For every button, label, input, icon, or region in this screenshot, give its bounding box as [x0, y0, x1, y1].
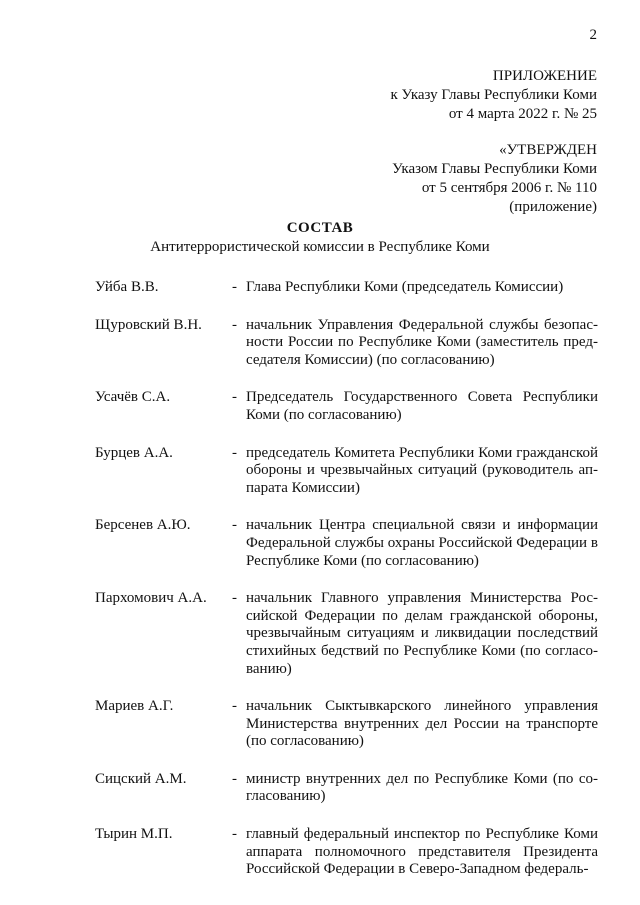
member-name: Мариев А.Г. — [95, 698, 174, 715]
member-role-line: Министерства внутренних дел России на транспорте — [246, 715, 598, 732]
document-subtitle: Антитеррористической комиссии в Республике Коми — [150, 239, 490, 255]
member-dash: - — [232, 590, 237, 607]
member-role-line: стихийных бедствий по Республике Коми (по согласо- — [246, 642, 598, 659]
member-dash: - — [232, 826, 237, 843]
member-row — [95, 698, 598, 751]
member-role — [246, 590, 598, 678]
member-dash: - — [232, 389, 237, 406]
approved-line: (приложение) — [509, 199, 597, 215]
appendix-line: к Указу Главы Республики Коми — [390, 87, 597, 103]
member-role — [246, 698, 598, 751]
member-role-line: главный федеральный инспектор по Республике Коми — [246, 826, 598, 843]
member-role — [246, 826, 598, 879]
member-role-line: седателя Комиссии) (по согласованию) — [246, 351, 495, 368]
approved-header — [392, 141, 597, 217]
page-number: 2 — [589, 27, 597, 43]
member-role-line: ванию) — [246, 660, 292, 677]
member-row — [95, 590, 598, 678]
member-row — [95, 317, 598, 370]
member-role-line: начальник Сыктывкарского линейного управления — [246, 698, 598, 715]
member-name: Пархомович А.А. — [95, 590, 207, 607]
member-role-line: гласованию) — [246, 788, 326, 805]
member-dash: - — [232, 316, 237, 333]
member-role — [246, 317, 598, 370]
member-dash: - — [232, 444, 237, 461]
member-role-line: Коми (по согласованию) — [246, 406, 402, 423]
member-role — [246, 517, 598, 570]
member-name: Сицский А.М. — [95, 770, 187, 787]
appendix-line: ПРИЛОЖЕНИЕ — [492, 68, 597, 84]
members-list — [95, 279, 598, 899]
member-role — [246, 445, 598, 498]
member-role — [246, 389, 598, 424]
member-role-line: обороны и чрезвычайных ситуаций (руководитель ап- — [246, 462, 598, 479]
member-name: Уйба В.В. — [95, 279, 159, 295]
member-dash: - — [232, 279, 237, 295]
member-dash: - — [232, 770, 237, 787]
member-role-line: Председатель Государственного Совета Республики — [246, 389, 598, 406]
member-role-line: сийской Федерации по делам гражданской обороны, — [246, 607, 598, 624]
member-name: Берсенев А.Ю. — [95, 517, 191, 534]
member-role-line: начальник Главного управления Министерства Рос- — [246, 590, 598, 607]
member-row — [95, 517, 598, 570]
appendix-header — [390, 67, 597, 124]
member-role-line: Глава Республики Коми (председатель Комиссии) — [246, 279, 564, 295]
member-role-line: начальник Центра специальной связи и информации — [246, 517, 598, 534]
member-row — [95, 389, 598, 424]
member-name: Бурцев А.А. — [95, 444, 173, 461]
member-role-line: парата Комиссии) — [246, 479, 360, 496]
member-name: Тырин М.П. — [95, 826, 173, 843]
member-dash: - — [232, 698, 237, 715]
member-name: Щуровский В.Н. — [95, 316, 202, 333]
member-row — [95, 771, 598, 806]
member-row — [95, 279, 598, 297]
member-dash: - — [232, 517, 237, 534]
member-role-line: ности России по Республике Коми (заместитель пред- — [246, 334, 598, 351]
member-role-line: председатель Комитета Республики Коми гражданской — [246, 444, 598, 461]
member-row — [95, 826, 598, 879]
member-role-line: Российской Федерации в Северо-Западном федераль- — [246, 861, 589, 878]
member-role-line: аппарата полномочного представителя Президента — [246, 843, 598, 860]
member-role — [246, 771, 598, 806]
member-role-line: (по согласованию) — [246, 733, 364, 750]
member-role — [246, 279, 598, 297]
approved-line: от 5 сентября 2006 г. № 110 — [421, 180, 597, 196]
member-row — [95, 445, 598, 498]
member-role-line: начальник Управления Федеральной службы безопас- — [246, 316, 598, 333]
approved-line: Указом Главы Республики Коми — [392, 161, 597, 177]
member-name: Усачёв С.А. — [95, 389, 171, 406]
member-role-line: чрезвычайным ситуациям и ликвидации последствий — [246, 625, 598, 642]
member-role-line: Федеральной службы охраны Российской Федерации в — [246, 534, 598, 551]
member-role-line: Республике Коми (по согласованию) — [246, 552, 479, 569]
appendix-line: от 4 марта 2022 г. № 25 — [448, 106, 597, 122]
document-title: СОСТАВ — [286, 220, 354, 236]
approved-line: «УТВЕРЖДЕН — [499, 142, 597, 158]
member-role-line: министр внутренних дел по Республике Коми (по со- — [246, 770, 598, 787]
